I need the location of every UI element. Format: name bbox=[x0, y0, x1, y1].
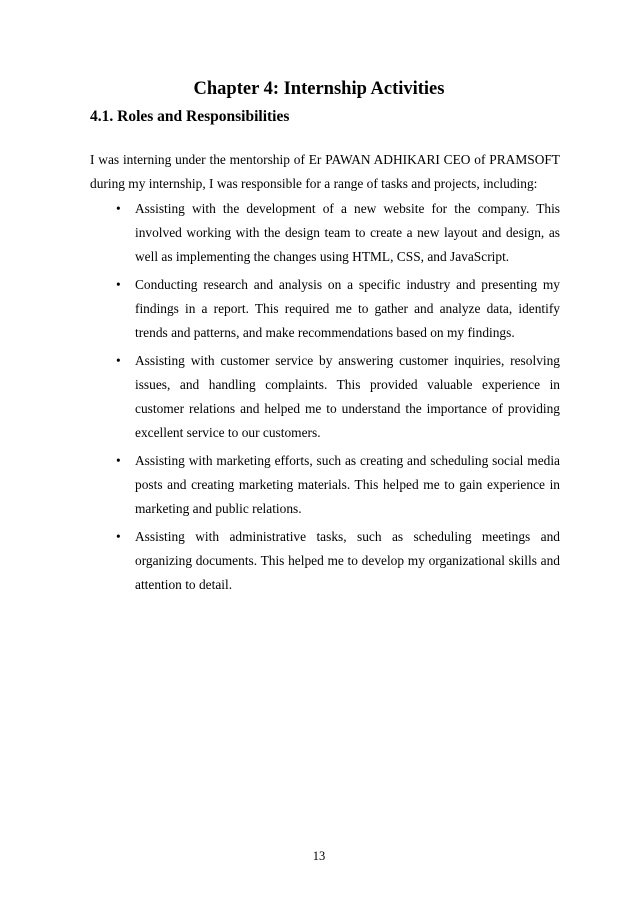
intro-paragraph: I was interning under the mentorship of Er PAWAN ADHIKARI CEO of PRAMSOFT during my internship, I was responsible for a range of tasks and projects, including: bbox=[90, 152, 560, 191]
bullet-icon: • bbox=[116, 529, 121, 544]
list-item bbox=[90, 273, 560, 345]
page-number: 13 bbox=[312, 849, 326, 863]
bullet-icon: • bbox=[116, 277, 121, 292]
list-item-text: Assisting with administrative tasks, such as scheduling meetings and organizing documents. This helped me to develop my organizational skills and attention to detail. bbox=[135, 529, 560, 592]
bullet-icon: • bbox=[116, 453, 121, 468]
responsibilities-list bbox=[90, 197, 560, 601]
bullet-icon: • bbox=[116, 353, 121, 368]
bullet-icon: • bbox=[116, 201, 121, 216]
list-item bbox=[90, 197, 560, 269]
list-item bbox=[90, 349, 560, 445]
chapter-title: Chapter 4: Internship Activities bbox=[193, 79, 445, 99]
list-item-text: Assisting with marketing efforts, such as creating and scheduling social media posts and creating marketing materials. This helped me to gain experience in marketing and public relations. bbox=[135, 453, 560, 516]
list-item-text: Conducting research and analysis on a specific industry and presenting my findings in a report. This required me to gather and analyze data, identify trends and patterns, and make recommendations based on my findings. bbox=[135, 277, 560, 340]
list-item-text: Assisting with the development of a new website for the company. This involved working with the design team to create a new layout and design, as well as implementing the changes using HTML, CSS, and JavaScript. bbox=[135, 201, 560, 264]
section-title: 4.1. Roles and Responsibilities bbox=[90, 108, 290, 125]
list-item bbox=[90, 525, 560, 597]
list-item-text: Assisting with customer service by answering customer inquiries, resolving issues, and handling complaints. This provided valuable experience in customer relations and helped me to understand the importance of providing excellent service to our customers. bbox=[135, 353, 560, 440]
list-item bbox=[90, 449, 560, 521]
